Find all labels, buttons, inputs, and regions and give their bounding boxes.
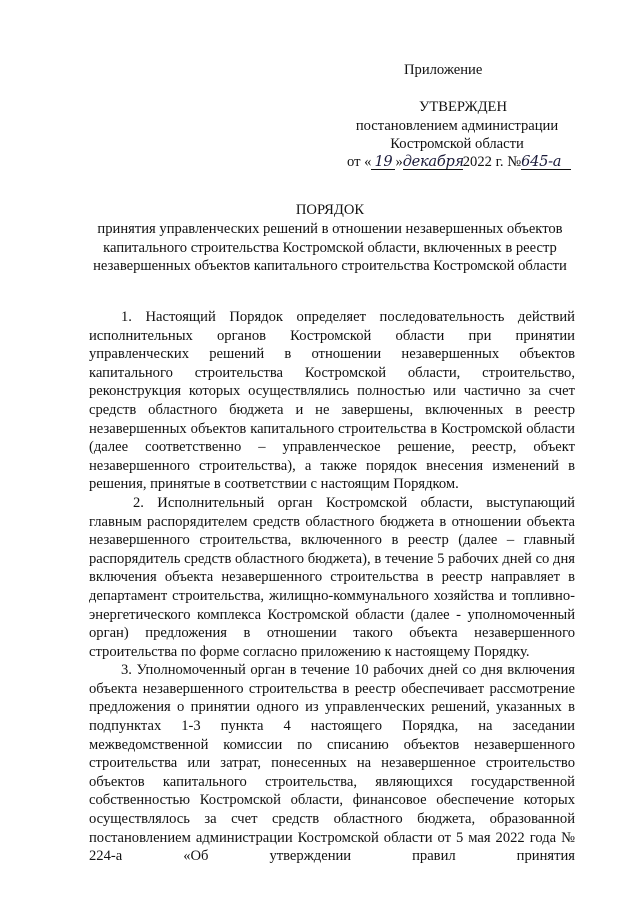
document-title: ПОРЯДОК (295, 202, 365, 218)
document-body (89, 308, 575, 866)
approval-block (337, 98, 577, 154)
paragraph-2: 2. Исполнительный орган Костромской области, выступающий главным распорядителем средств областного бюджета в отношении объекта незавершенного строительства, включенного в реестр (далее – главный распорядитель средств областного бюджета), в течение 5 рабочих дней со дня включения объекта незавершенного строительства в реестр направляет в департамент строительства, жилищно-коммунального хозяйства и топливно-энергетического комплекса Костромской области (далее - уполномоченный орган) предложения в отношении такого объекта незавершенного строительства по форме согласно приложению к настоящему Порядку. (89, 494, 575, 660)
handwritten-month: декабря (402, 153, 464, 170)
approval-date-line (347, 153, 571, 172)
paragraph-3: 3. Уполномоченный орган в течение 10 рабочих дней со дня включения объекта незавершенного строительства в реестр обеспечивает рассмотрение предложения о принятии одного из управленческих решений, указанных в подпунктах 1-3 пункта 4 настоящего Порядка, на заседании межведомственной комиссии по списанию объектов незавершенного строительства или затрат, понесенных на незавершенное строительство объектов капитального строительства, являющихся государственной собственностью Костромской области, финансовое обеспечение которых осуществлялось за счет средств областного бюджета, образованной постановлением администрации Костромской области от 5 мая 2022 года № 224-а «Об утверждении правил принятия (89, 662, 575, 865)
handwritten-day: 19 (371, 154, 395, 170)
paragraph-1: 1. Настоящий Порядок определяет последовательность действий исполнительных органов Костромской области при принятии управленческих решений в отношении незавершенных объектов капитального строительства Костромской области, строительство, реконструкция которых осуществлялись полностью или частично за счет средств областного бюджета и не завершены, включенных в реестр незавершенных объектов капитального строительства в Костромской области (далее соответственно – управленческое решение, реестр, объект незавершенного строительства), а также порядок внесения изменений в решения, принятые в соответствии с настоящим Порядком. (89, 309, 575, 493)
approved-heading: УТВЕРЖДЕН (419, 99, 507, 115)
approved-by-line: постановлением администрации (355, 117, 559, 134)
document-subtitle: принятия управленческих решений в отношении незавершенных объектов капитального строительства Костромской области, включенных в реестр незавершенных объектов капитального строительства Костромской области (93, 221, 567, 275)
approved-region-line: Костромской области (390, 136, 524, 153)
date-mid: » (395, 154, 403, 170)
appendix-label: Приложение (404, 62, 483, 78)
year-and-number-label: 2022 г. № (462, 154, 522, 170)
handwritten-number: 645-а (521, 154, 571, 170)
date-prefix: от « (347, 154, 372, 170)
